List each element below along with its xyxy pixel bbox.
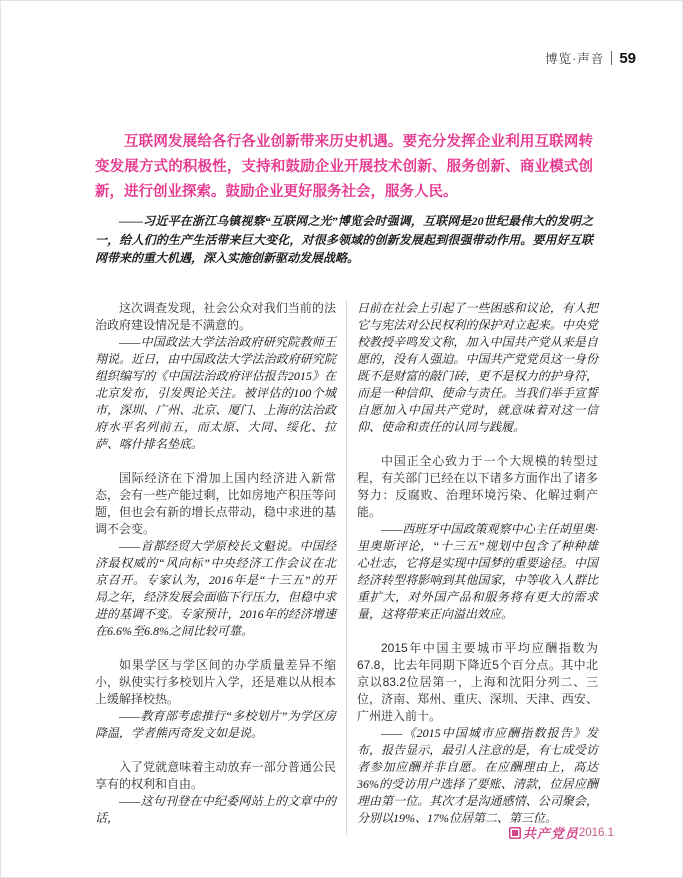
quote-paragraph: 2015年中国主要城市平均应酬指数为67.8，比去年同期下降近5个百分点。其中北京以83.2位居第一，上海和沈阳分列二、三位，济南、郑州、重庆、深圳、天津、西安、广州进入前十。: [357, 641, 598, 723]
quote-paragraph: 如果学区与学区间的办学质量差异不缩小，纵使实行多校划片入学，还是难以从根本上缓解择校热。: [95, 658, 336, 706]
right-column: [347, 300, 598, 835]
lead-attribution: ——习近平在浙江乌镇视察“互联网之光”博览会时强调，互联网是20世纪最伟大的发明之一，给人们的生产生活带来巨大变化，对很多领域的创新发展起到很强带动作用。要用好互联网带来的重大机遇，深入实施创新驱动发展战略。: [95, 214, 593, 265]
attribution-paragraph: ——这句刊登在中纪委网站上的文章中的话，: [95, 794, 336, 825]
magazine-seal-icon: [509, 827, 521, 839]
issue-number: 2016.1: [578, 826, 614, 839]
section-title: 博览·声音: [545, 52, 605, 66]
attribution-continued-paragraph: 日前在社会上引起了一些困惑和议论，有人把它与宪法对公民权利的保护对立起来。中央党校教授辛鸣发文称，加入中国共产党从来是自愿的，没有人强迫。中国共产党党员这一身份既不是财富的敲门砖，更不是权力的护身符，而是一种信仰、使命与责任。当我们举手宣誓自愿加入中国共产党时，就意味着对这一信仰、使命和责任的认同与践履。: [357, 301, 598, 434]
attribution-paragraph: ——中国政法大学法治政府研究院教师王翔说。近日，由中国政法大学法治政府研究院组织编写的《中国法治政府评估报告2015》在北京发布，引发舆论关注。被评估的100个城市，深圳、广州、北京、厦门、上海的法治政府水平名列前五，而太原、大同、绥化、拉萨、喀什排名垫底。: [95, 335, 336, 451]
lead-headline: 互联网发展给各行各业创新带来历史机遇。要充分发挥企业利用互联网转变发展方式的积极性，支持和鼓励企业开展技术创新、服务创新、商业模式创新，进行创业探索。鼓励企业更好服务社会，服务人民。: [95, 134, 593, 200]
attribution-paragraph: ——教育部考虑推行“多校划片”为学区房降温，学者熊丙奇发文如是说。: [95, 709, 336, 740]
attribution-paragraph: ——《2015中国城市应酬指数报告》发布，报告显示，最引人注意的是，有七成受访者参加应酬并非自愿。在应酬理由上，高达36%的受访用户选择了要账、清款，位居应酬理由第一位。其次才是沟通感情、公司聚会，分别以19%、17%位居第二、第三位。: [357, 726, 598, 825]
page-footer: [509, 823, 614, 842]
header-divider: [611, 51, 612, 65]
quote-paragraph: 中国正全心致力于一个大规模的转型过程，有关部门已经在以下诸多方面作出了诸多努力：反腐败、治理环境污染、化解过剩产能。: [357, 454, 598, 519]
magazine-logo: 共产党员: [522, 826, 579, 841]
attribution-paragraph: ——首都经贸大学原校长文魁说。中国经济最权威的“风向标”中央经济工作会议在北京召开。专家认为，2016年是“十三五”的开局之年，经济发展会面临下行压力，但稳中求进的基调不变。专家预计，2016年的经济增速在6.6%至6.8%之间比较可靠。: [95, 539, 336, 638]
quote-paragraph: 入了党就意味着主动放弃一部分普通公民享有的权利和自由。: [95, 760, 336, 791]
page-header: [545, 49, 636, 67]
quote-paragraph: 国际经济在下滑加上国内经济进入新常态，会有一些产能过剩，比如房地产积压等问题，但也会有新的增长点带动，稳中求进的基调不会变。: [95, 471, 336, 536]
quote-paragraph: 这次调查发现，社会公众对我们当前的法治政府建设情况是不满意的。: [95, 301, 336, 332]
page-number: 59: [619, 49, 636, 67]
attribution-paragraph: ——西班牙中国政策观察中心主任胡里奥·里奥斯评论，“十三五”规划中包含了种种雄心壮志，它将是实现中国梦的重要途径。中国经济转型将影响到其他国家，中等收入人群比重扩大，对外国产品和服务将有更大的需求量，这将带来正向溢出效应。: [357, 522, 598, 621]
two-column-body: [95, 300, 598, 835]
left-column: [95, 300, 347, 835]
